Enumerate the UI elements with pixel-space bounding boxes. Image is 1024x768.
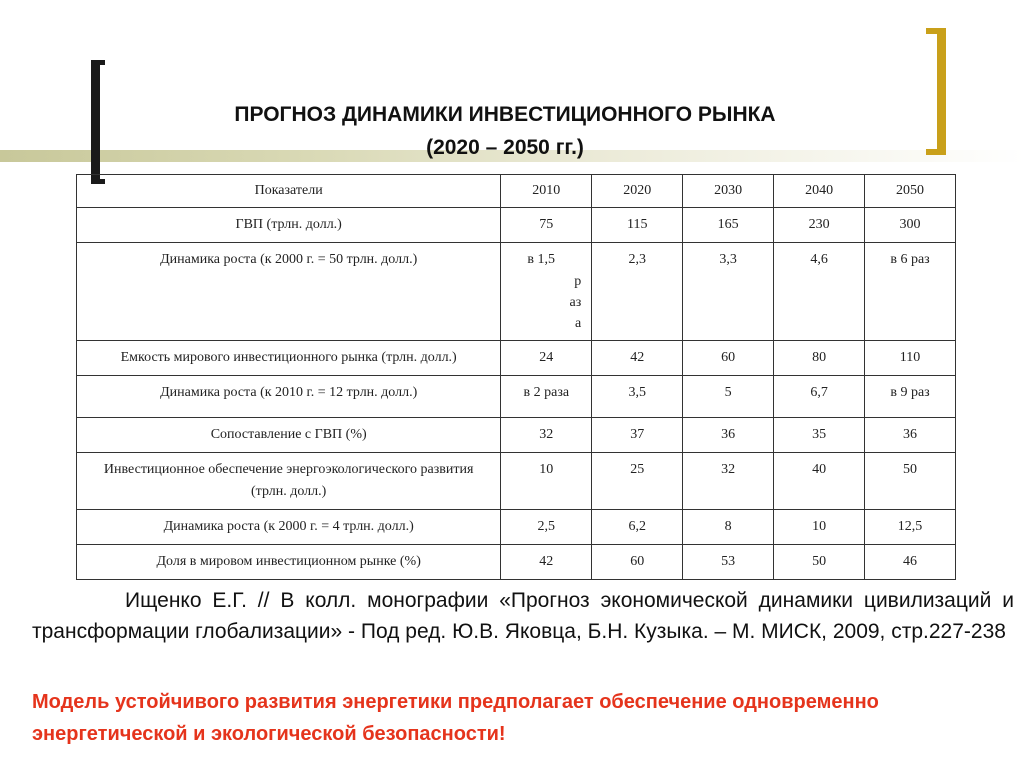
cell-value-part: р [574,274,582,289]
cell-value: 8 [683,510,774,545]
row-label-line: Инвестиционное обеспечение энергоэкологического развития [103,462,474,477]
cell-value: 10 [774,510,865,545]
cell-value: 53 [683,545,774,580]
cell-value: 2,5 [501,510,592,545]
cell-value: 5 [683,376,774,418]
table-row [77,376,956,418]
row-label: Сопоставление с ГВП (%) [77,418,501,453]
cell-value: 35 [774,418,865,453]
table-row [77,510,956,545]
left-bracket-decoration [91,60,105,184]
cell-value: 32 [501,418,592,453]
cell-value: в 2 раза [501,376,592,418]
cell-value-part: аз [569,295,582,310]
cell-value: 6,7 [774,376,865,418]
cell-value: 165 [683,208,774,243]
table-row [77,545,956,580]
cell-value: 60 [683,341,774,376]
table-row [77,341,956,376]
row-label: Динамика роста (к 2010 г. = 12 трлн. долл.) [77,376,501,418]
cell-value: 50 [865,453,956,510]
cell-value: 37 [592,418,683,453]
cell-value: 32 [683,453,774,510]
table-row [77,453,956,510]
cell-value: 40 [774,453,865,510]
forecast-table [76,174,956,580]
table-header-row [77,175,956,208]
row-label: ГВП (трлн. долл.) [77,208,501,243]
table-row [77,208,956,243]
cell-value: 3,5 [592,376,683,418]
cell-value: 10 [501,453,592,510]
cell-value: 24 [501,341,592,376]
conclusion-text: Модель устойчивого развития энергетики предполагает обеспечение одновременно энергетической и экологической безопасности! [32,691,879,745]
cell-value: в 9 раз [865,376,956,418]
row-label-line: (трлн. долл.) [251,484,327,499]
row-label [77,453,501,510]
table-row [77,243,956,341]
row-label: Динамика роста (к 2000 г. = 4 трлн. долл.) [77,510,501,545]
title-line-1: ПРОГНОЗ ДИНАМИКИ ИНВЕСТИЦИОННОГО РЫНКА [234,103,776,126]
cell-value: в 6 раз [865,243,956,341]
title-line-2: (2020 – 2050 гг.) [426,136,584,159]
cell-value-part: а [575,316,582,331]
cell-value-wrapped [501,243,592,341]
header-cell-2030: 2030 [683,175,774,208]
cell-value: 80 [774,341,865,376]
cell-value: 60 [592,545,683,580]
right-bracket-decoration [926,28,946,155]
cell-value: 75 [501,208,592,243]
row-label: Емкость мирового инвестиционного рынка (трлн. долл.) [77,341,501,376]
header-cell-2010: 2010 [501,175,592,208]
cell-value: 42 [501,545,592,580]
cell-value: 42 [592,341,683,376]
cell-value: 6,2 [592,510,683,545]
cell-value: 12,5 [865,510,956,545]
cell-value-part: в 1,5 [527,252,555,267]
table-row [77,418,956,453]
cell-value: 50 [774,545,865,580]
row-label: Доля в мировом инвестиционном рынке (%) [77,545,501,580]
cell-value: 36 [683,418,774,453]
cell-value: 25 [592,453,683,510]
header-cell-2040: 2040 [774,175,865,208]
cell-value: 4,6 [774,243,865,341]
cell-value: 230 [774,208,865,243]
cell-value: 2,3 [592,243,683,341]
cell-value: 36 [865,418,956,453]
cell-value: 3,3 [683,243,774,341]
header-cell-2020: 2020 [592,175,683,208]
header-cell-2050: 2050 [865,175,956,208]
header-cell-indicators: Показатели [77,175,501,208]
cell-value: 300 [865,208,956,243]
cell-value: 110 [865,341,956,376]
citation-text: Ищенко Е.Г. // В колл. монографии «Прогноз экономической динамики цивилизаций и трансформации глобализации» - Под ред. Ю.В. Яковца, Б.Н. Кузыка. – М. МИСК, 2009, стр.227-238 [32,589,1014,643]
cell-value: 115 [592,208,683,243]
page-title [120,98,890,164]
cell-value: 46 [865,545,956,580]
row-label: Динамика роста (к 2000 г. = 50 трлн. долл.) [77,243,501,341]
